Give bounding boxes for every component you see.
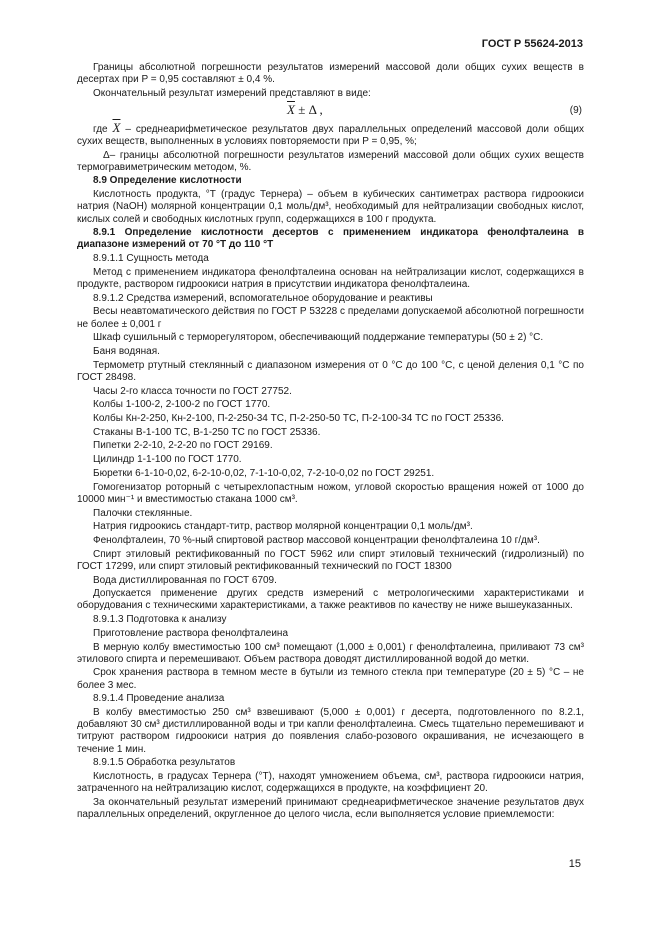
paragraph: Фенолфталеин, 70 %-ный спиртовой раствор массовой концентрации фенолфталеина 10 г/дм³.: [93, 534, 540, 546]
paragraph: Метод с применением индикатора фенолфталеина основан на нейтрализации кислот, содержащихся в продукте, раствором гидроокиси натрия в присутствии индикатора фенолфталеина.: [77, 266, 584, 291]
paragraph: Приготовление раствора фенолфталеина: [93, 627, 289, 639]
formula-9: [77, 102, 584, 122]
subsection-heading: 8.9.1.3 Подготовка к анализу: [93, 614, 227, 626]
paragraph: [77, 119, 584, 148]
paragraph: Окончательный результат измерений представляют в виде:: [93, 87, 371, 99]
subsection-heading: 8.9.1.5 Обработка результатов: [93, 757, 236, 769]
paragraph: Вода дистиллированная по ГОСТ 6709.: [93, 574, 277, 586]
paragraph: Натрия гидроокись стандарт-титр, раствор молярной концентрации 0,1 моль/дм³.: [93, 521, 473, 533]
document-id-header: ГОСТ Р 55624-2013: [481, 38, 583, 50]
paragraph: Срок хранения раствора в темном месте в бутыли из темного стекла при температуре (20 ± 5) °С – не более 3 мес.: [77, 667, 584, 691]
paragraph: Спирт этиловый ректификованный по ГОСТ 5962 или спирт этиловый технический (гидролизный) по ГОСТ 17299, или спирт этиловый ректификованный технический по ГОСТ 18300: [77, 548, 584, 572]
paragraph: Стаканы В-1-100 ТС, В-1-250 ТС по ГОСТ 25336.: [93, 426, 321, 438]
paragraph: Весы неавтоматического действия по ГОСТ Р 53228 с пределами допускаемой абсолютной погрешности не более ± 0,001 г: [77, 306, 584, 330]
paragraph: Бюретки 6-1-10-0,02, 6-2-10-0,02, 7-1-10-0,02, 7-2-10-0,02 по ГОСТ 29251.: [93, 467, 435, 479]
paragraph: Баня водяная.: [93, 346, 160, 358]
paragraph: В мерную колбу вместимостью 100 см³ помещают (1,000 ± 0,001) г фенолфталеина, приливают 73 см³ этилового спирта и перемешивают. Объем раствора доводят дистиллированной водой до метки.: [77, 641, 584, 665]
section-heading: 8.9.1 Определение кислотности десертов с применением индикатора фенолфталеина в диапазоне измерений от 70 °Т до 110 °Т: [77, 227, 584, 251]
paragraph: Колбы 1-100-2, 2-100-2 по ГОСТ 1770.: [93, 399, 271, 411]
document-body: [77, 62, 584, 823]
formula-rest: ± Δ ,: [294, 101, 323, 117]
paragraph: Термометр ртутный стеклянный с диапазоном измерения от 0 °С до 100 °С, с ценой деления 0,1 °С по ГОСТ 28498.: [77, 359, 584, 383]
paragraph: Палочки стеклянные.: [93, 507, 193, 519]
section-heading: 8.9 Определение кислотности: [93, 175, 242, 187]
subsection-heading: 8.9.1.2 Средства измерений, вспомогательное оборудование и реактивы: [93, 292, 433, 304]
paragraph: За окончательный результат измерений принимают среднеарифметическое значение результатов двух параллельных определений, округленное до целого числа, если выполняется условие приемлемости:: [77, 796, 584, 821]
paragraph: Колбы Кн-2-250, Кн-2-100, П-2-250-34 ТС, П-2-250-50 ТС, П-2-100-34 ТС по ГОСТ 25336.: [93, 413, 504, 425]
paragraph: Кислотность, в градусах Тернера (°Т), находят умножением объема, см³, раствора гидроокиси натрия, затраченного на нейтрализацию кислот, содержащихся в продукте, на коэффициент 20.: [77, 771, 584, 795]
subsection-heading: 8.9.1.4 Проведение анализа: [93, 693, 225, 705]
text-fragment: где: [93, 123, 113, 135]
paragraph: Шкаф сушильный с терморегулятором, обеспечивающий поддержание температуры (50 ± 2) °С.: [93, 332, 544, 344]
paragraph: Цилиндр 1-1-100 по ГОСТ 1770.: [93, 454, 242, 466]
formula-number: (9): [569, 104, 582, 116]
page-number: 15: [568, 858, 581, 870]
paragraph: Границы абсолютной погрешности результатов измерений массовой доли общих сухих веществ в десертах при P = 0,95 составляют ± 0,4 %.: [77, 62, 584, 86]
paragraph: Кислотность продукта, °Т (градус Тернера) – объем в кубических сантиметрах раствора гидроокиси натрия (NaOH) молярной концентрации 0,1 моль/дм³, необходимый для нейтрализации свободных кислот, кислых солей и свободных кислотных групп, содержащихся в 100 г продукта.: [77, 189, 584, 225]
subsection-heading: 8.9.1.1 Сущность метода: [93, 253, 209, 265]
paragraph: Пипетки 2-2-10, 2-2-20 по ГОСТ 29169.: [93, 440, 273, 452]
paragraph: В колбу вместимостью 250 см³ взвешивают (5,000 ± 0,001) г десерта, подготовленного по 8.2.1, добавляют 30 см³ дистиллированной воды и три капли фенолфталеина. Смесь тщательно перемешивают и титруют раствором гидроокиси натрия до появления слабо-розового окрашивания, не исчезающего в течение 1 мин.: [77, 707, 584, 755]
paragraph: Часы 2-го класса точности по ГОСТ 27752.: [93, 385, 292, 397]
text-fragment: – среднеарифметическое результатов двух параллельных определений массовой доли общих сухих веществ, выполненных в условиях повторяемости при P = 0,95, %;: [77, 123, 584, 147]
paragraph: Гомогенизатор роторный с четырехлопастным ножом, угловой скоростью вращения ножей от 1000 до 10000 мин⁻¹ и вместимостью стакана 1000 см³.: [77, 481, 584, 505]
paragraph: Допускается применение других средств измерений с метрологическими характеристиками и оборудования с техническими характеристиками, а также реактивов по качеству не ниже вышеуказанных.: [77, 588, 584, 612]
paragraph: Δ– границы абсолютной погрешности результатов измерений массовой доли общих сухих веществ термогравиметрическим методом, %.: [77, 149, 584, 173]
formula-mean-symbol: $\overline{X}$: [287, 101, 295, 117]
mean-symbol: $\overline{X}$: [112, 119, 121, 135]
formula-expression: [287, 101, 323, 117]
